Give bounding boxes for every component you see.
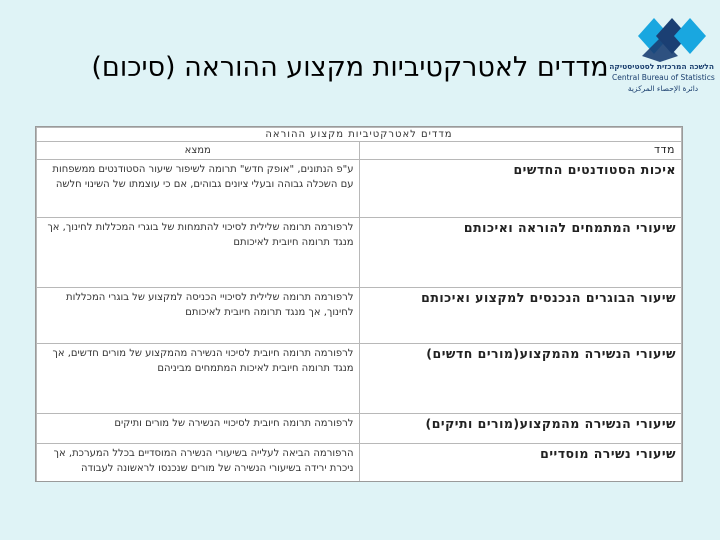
logo-english-text: Central Bureau of Statistics: [612, 73, 715, 82]
header-measure: מדד: [359, 142, 682, 160]
summary-table: [35, 126, 683, 482]
result-cell: לרפורמה תרומה חיובית לסיכויי הנשירה של מורים ותיקים: [37, 414, 360, 444]
table-caption-row: [37, 128, 682, 142]
measure-cell: שיעורי נשירה מוסדיים: [359, 444, 682, 483]
logo-arabic-text: دائرة الإحصاء المركزية: [627, 84, 699, 93]
measure-cell: שיעורי הנשירה מהמקצוע(מורים ותיקים): [359, 414, 682, 444]
result-cell: לרפורמה תרומה חיובית לסיכוי הנשירה מהמקצוע של מורים חדשים, אך מנגד תרומה חיובית לאיכות המתמחים מביניהם: [37, 344, 360, 414]
table-row: [37, 218, 682, 288]
measure-cell: שיעורי המתמחים להוראה ואיכותם: [359, 218, 682, 288]
measure-cell: איכות הסטודנטים החדשים: [359, 160, 682, 218]
table-row: [37, 160, 682, 218]
table-row: [37, 444, 682, 483]
measure-cell: שיעור הבוגרים הנכנסים למקצוע ואיכותם: [359, 288, 682, 344]
result-cell: לרפורמה תרומה שלילית לסיכוי להתמחות של בוגרי המכללות לחינוך, אך מנגד תרומה חיובית לאיכותם: [37, 218, 360, 288]
measure-cell: שיעורי הנשירה מהמקצוע(מורים חדשים): [359, 344, 682, 414]
result-cell: ע"פ הנתונים, "אופק חדש" תרומה לשיפור שיעור הסטודנטים ממשפחות עם השכלה גבוהה ובעלי ציונים גבוהים, אם כי עוצמתו של השינוי חלשה: [37, 160, 360, 218]
logo-diamond-right: [674, 18, 706, 54]
result-cell: לרפורמה תרומה שלילית לסיכויי הכניסה למקצוע של בוגרי המכללות לחינוך, אך מנגד תרומה חיובית לאיכותם: [37, 288, 360, 344]
table-row: [37, 344, 682, 414]
logo-hebrew-text: הלשכה המרכזית לסטטיסטיקה: [609, 62, 714, 71]
table-row: [37, 288, 682, 344]
result-cell: הרפורמה הביאה לעלייה בשיעורי הנשירה המוסדיים בכלל המערכת, אך ניכרת ירידה בשיעורי הנשירה של מורים שנכנסו לראשונה לעבודה: [37, 444, 360, 483]
table-caption: מדדים לאטרקטיביות מקצוע ההוראה: [37, 128, 682, 142]
table-header-row: [37, 142, 682, 160]
slide-title: מדדים לאטרקטיביות מקצוע ההוראה (סיכום): [91, 52, 609, 83]
table-row: [37, 414, 682, 444]
header-result: ממצא: [37, 142, 360, 160]
